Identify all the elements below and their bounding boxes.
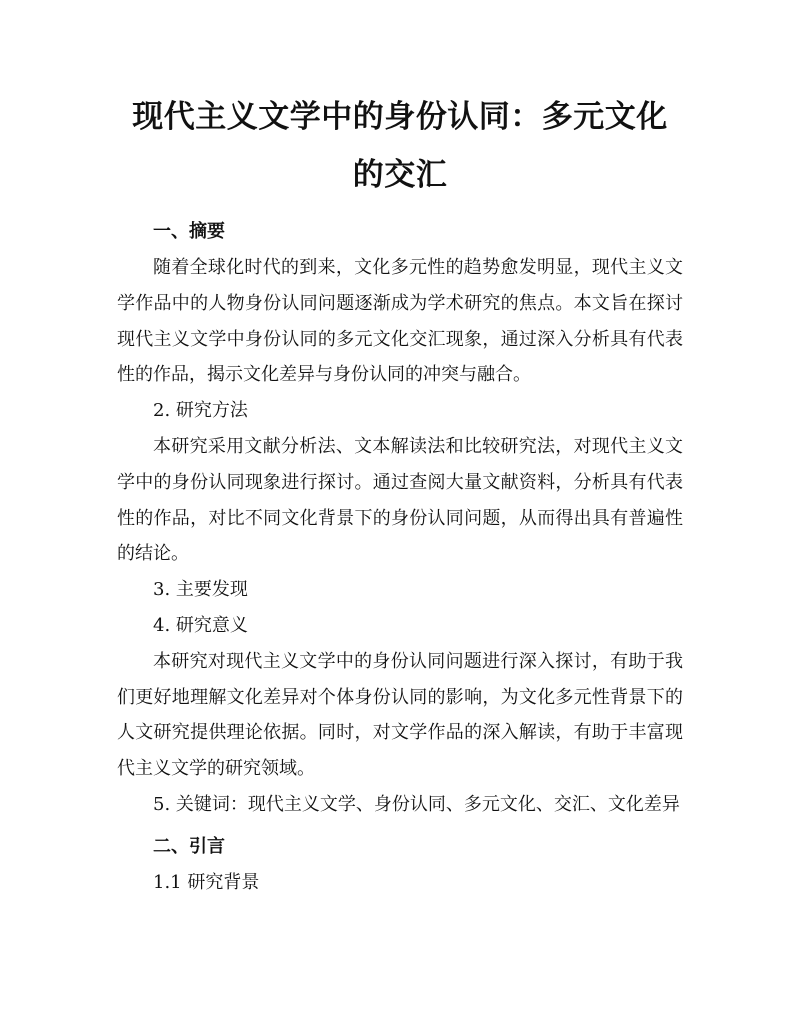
- findings-heading: 3. 主要发现: [153, 579, 248, 601]
- methods-heading: 2. 研究方法: [153, 400, 248, 422]
- significance-heading: 4. 研究意义: [153, 614, 248, 636]
- significance-paragraph: 本研究对现代主义文学中的身份认同问题进行深入探讨，有助于我们更好地理解文化差异对个体身份认同的影响，为文化多元性背景下的人文研究提供理论依据。同时，对文学作品的深入解读，有助于丰富现代主义文学的研究领域。: [117, 650, 683, 780]
- background-heading: 1.1 研究背景: [153, 871, 260, 893]
- document-title: 现代主义文学中的身份认同：多元文化的交汇: [132, 99, 668, 193]
- abstract-paragraph: 随着全球化时代的到来，文化多元性的趋势愈发明显，现代主义文学作品中的人物身份认同问题逐渐成为学术研究的焦点。本文旨在探讨现代主义文学中身份认同的多元文化交汇现象，通过深入分析具有代表性的作品，揭示文化差异与身份认同的冲突与融合。: [117, 257, 683, 386]
- keywords-line: 5. 关键词：现代主义文学、身份认同、多元文化、交汇、文化差异: [153, 793, 680, 815]
- intro-heading: 二、引言: [153, 835, 225, 857]
- abstract-heading: 一、摘要: [153, 221, 225, 242]
- methods-paragraph: 本研究采用文献分析法、文本解读法和比较研究法，对现代主义文学中的身份认同现象进行探讨。通过查阅大量文献资料，分析具有代表性的作品，对比不同文化背景下的身份认同问题，从而得出具有普遍性的结论。: [117, 435, 683, 565]
